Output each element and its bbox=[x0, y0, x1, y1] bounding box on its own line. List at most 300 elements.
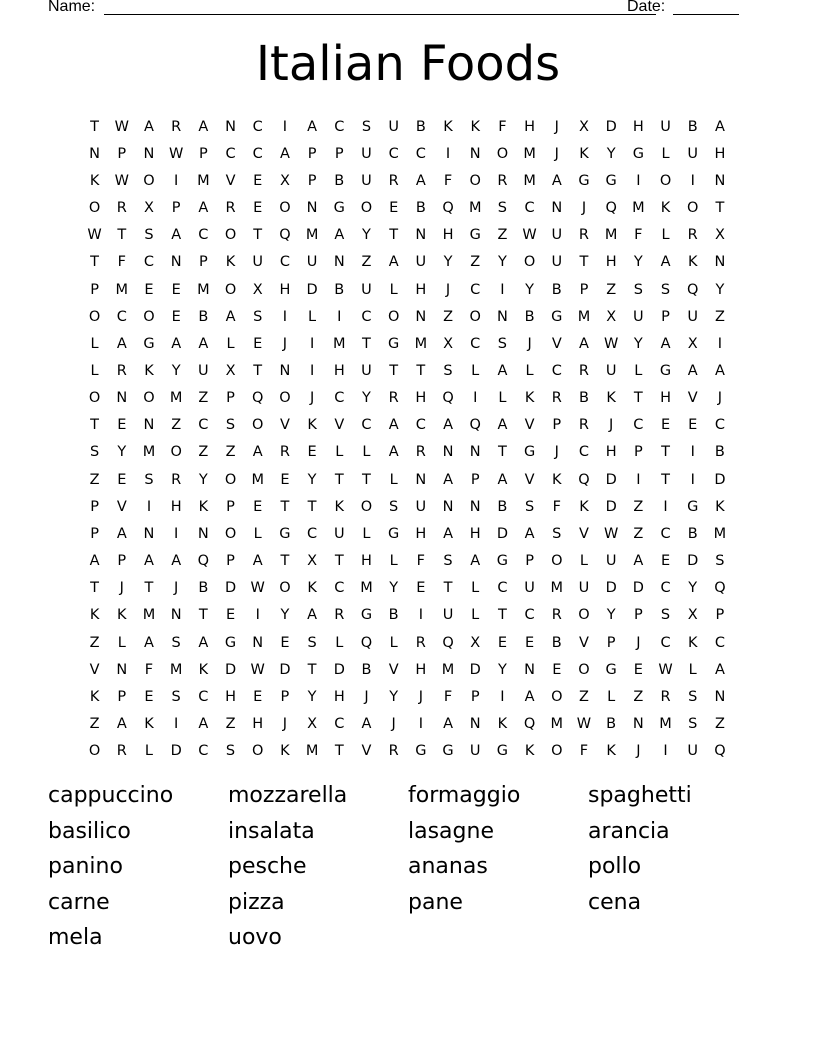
grid-letter[interactable]: G bbox=[523, 444, 536, 461]
grid-letter[interactable]: S bbox=[688, 688, 698, 705]
grid-letter[interactable]: B bbox=[714, 444, 725, 461]
grid-letter[interactable]: R bbox=[388, 390, 399, 407]
grid-letter[interactable]: X bbox=[307, 716, 318, 733]
grid-letter[interactable]: C bbox=[578, 444, 590, 461]
grid-letter[interactable]: L bbox=[90, 362, 99, 379]
grid-letter[interactable]: R bbox=[171, 471, 182, 488]
grid-letter[interactable]: S bbox=[144, 471, 154, 488]
grid-letter[interactable]: S bbox=[171, 688, 181, 705]
grid-letter[interactable]: W bbox=[250, 580, 265, 597]
grid-letter[interactable]: F bbox=[634, 227, 643, 244]
grid-letter[interactable]: X bbox=[252, 281, 263, 298]
grid-letter[interactable]: Q bbox=[279, 227, 291, 244]
grid-letter[interactable]: M bbox=[305, 227, 319, 244]
grid-letter[interactable]: G bbox=[632, 145, 644, 162]
grid-letter[interactable]: M bbox=[414, 335, 428, 352]
grid-letter[interactable]: I bbox=[663, 743, 668, 760]
grid-letter[interactable]: L bbox=[471, 362, 480, 379]
grid-letter[interactable]: N bbox=[469, 498, 481, 515]
grid-letter[interactable]: L bbox=[253, 525, 262, 542]
grid-letter[interactable]: M bbox=[360, 580, 373, 597]
grid-letter[interactable]: U bbox=[551, 254, 563, 271]
grid-letter[interactable]: R bbox=[578, 362, 589, 379]
grid-letter[interactable]: J bbox=[391, 716, 396, 733]
grid-letter[interactable]: A bbox=[116, 525, 127, 542]
grid-letter[interactable]: H bbox=[605, 254, 617, 271]
grid-letter[interactable]: S bbox=[497, 335, 508, 352]
grid-letter[interactable]: H bbox=[660, 390, 671, 407]
grid-letter[interactable]: V bbox=[361, 743, 372, 760]
grid-letter[interactable]: A bbox=[198, 634, 209, 651]
grid-letter[interactable]: P bbox=[715, 607, 725, 624]
grid-letter[interactable]: U bbox=[415, 498, 427, 515]
grid-letter[interactable]: O bbox=[143, 172, 155, 189]
grid-letter[interactable]: S bbox=[307, 634, 317, 651]
grid-letter[interactable]: Y bbox=[525, 281, 535, 298]
grid-letter[interactable]: J bbox=[636, 634, 641, 651]
grid-letter[interactable]: H bbox=[415, 525, 427, 542]
grid-letter[interactable]: M bbox=[604, 227, 618, 244]
grid-letter[interactable]: G bbox=[496, 743, 509, 760]
grid-letter[interactable]: M bbox=[142, 607, 156, 624]
grid-letter[interactable]: Z bbox=[470, 254, 481, 271]
grid-letter[interactable]: T bbox=[362, 335, 371, 352]
grid-letter[interactable]: W bbox=[168, 145, 184, 162]
grid-letter[interactable]: U bbox=[252, 254, 264, 271]
grid-letter[interactable]: F bbox=[552, 498, 561, 515]
grid-letter[interactable]: Q bbox=[714, 580, 726, 597]
grid-letter[interactable]: J bbox=[418, 688, 423, 705]
grid-letter[interactable]: A bbox=[687, 362, 698, 379]
grid-letter[interactable]: E bbox=[253, 688, 263, 705]
grid-letter[interactable]: X bbox=[225, 362, 236, 379]
grid-letter[interactable]: B bbox=[497, 498, 508, 515]
grid-letter[interactable]: I bbox=[636, 471, 641, 488]
grid-letter[interactable]: H bbox=[632, 118, 644, 135]
grid-letter[interactable]: Z bbox=[225, 716, 236, 733]
grid-letter[interactable]: E bbox=[389, 200, 399, 217]
grid-letter[interactable]: A bbox=[171, 227, 182, 244]
grid-letter[interactable]: O bbox=[224, 525, 237, 542]
grid-letter[interactable]: A bbox=[388, 254, 399, 271]
grid-letter[interactable]: L bbox=[389, 471, 398, 488]
grid-letter[interactable]: B bbox=[551, 281, 562, 298]
grid-letter[interactable]: Y bbox=[280, 607, 290, 624]
grid-letter[interactable]: P bbox=[307, 172, 317, 189]
grid-letter[interactable]: U bbox=[361, 145, 372, 162]
grid-letter[interactable]: D bbox=[687, 553, 699, 570]
grid-letter[interactable]: Y bbox=[606, 607, 616, 624]
grid-letter[interactable]: O bbox=[551, 553, 563, 570]
grid-letter[interactable]: K bbox=[687, 634, 698, 651]
grid-letter[interactable]: Z bbox=[361, 254, 372, 271]
grid-letter[interactable]: Z bbox=[198, 444, 209, 461]
grid-letter[interactable]: E bbox=[280, 471, 290, 488]
grid-letter[interactable]: L bbox=[389, 634, 398, 651]
grid-letter[interactable]: A bbox=[198, 716, 209, 733]
grid-letter[interactable]: C bbox=[143, 254, 155, 271]
grid-letter[interactable]: O bbox=[88, 390, 101, 407]
grid-letter[interactable]: Y bbox=[715, 281, 725, 298]
grid-letter[interactable]: T bbox=[389, 362, 399, 379]
grid-letter[interactable]: A bbox=[225, 308, 236, 325]
grid-letter[interactable]: I bbox=[500, 688, 505, 705]
grid-letter[interactable]: M bbox=[632, 200, 645, 217]
grid-letter[interactable]: C bbox=[714, 417, 725, 434]
grid-letter[interactable]: V bbox=[279, 417, 290, 434]
grid-letter[interactable]: D bbox=[224, 580, 237, 597]
grid-letter[interactable]: J bbox=[527, 335, 532, 352]
grid-letter[interactable]: Y bbox=[633, 254, 643, 271]
grid-letter[interactable]: N bbox=[415, 308, 427, 325]
grid-letter[interactable]: H bbox=[415, 661, 427, 678]
grid-letter[interactable]: H bbox=[333, 362, 345, 379]
grid-letter[interactable]: S bbox=[389, 498, 399, 515]
grid-letter[interactable]: N bbox=[469, 444, 481, 461]
grid-letter[interactable]: P bbox=[90, 281, 99, 298]
grid-letter[interactable]: F bbox=[579, 743, 589, 760]
grid-letter[interactable]: B bbox=[415, 118, 426, 135]
grid-letter[interactable]: Y bbox=[606, 145, 616, 162]
grid-letter[interactable]: N bbox=[143, 417, 155, 434]
grid-letter[interactable]: A bbox=[714, 661, 725, 678]
grid-letter[interactable]: U bbox=[578, 580, 590, 597]
grid-letter[interactable]: T bbox=[117, 227, 127, 244]
grid-letter[interactable]: A bbox=[144, 634, 154, 651]
grid-letter[interactable]: H bbox=[415, 390, 427, 407]
grid-letter[interactable]: P bbox=[633, 607, 643, 624]
grid-letter[interactable]: O bbox=[360, 498, 373, 515]
grid-letter[interactable]: P bbox=[198, 145, 208, 162]
grid-letter[interactable]: Z bbox=[497, 227, 508, 244]
grid-letter[interactable]: C bbox=[660, 580, 671, 597]
grid-letter[interactable]: L bbox=[634, 362, 643, 379]
grid-letter[interactable]: B bbox=[687, 525, 698, 542]
grid-letter[interactable]: N bbox=[415, 471, 427, 488]
grid-letter[interactable]: T bbox=[280, 498, 290, 515]
grid-letter[interactable]: I bbox=[174, 716, 179, 733]
grid-letter[interactable]: M bbox=[523, 145, 536, 162]
grid-letter[interactable]: P bbox=[633, 444, 643, 461]
grid-letter[interactable]: N bbox=[714, 172, 726, 189]
grid-letter[interactable]: C bbox=[497, 580, 508, 597]
grid-letter[interactable]: O bbox=[252, 743, 264, 760]
grid-letter[interactable]: L bbox=[308, 308, 317, 325]
grid-letter[interactable]: A bbox=[579, 335, 589, 352]
grid-letter[interactable]: B bbox=[524, 308, 535, 325]
grid-letter[interactable]: D bbox=[306, 281, 318, 298]
grid-letter[interactable]: Z bbox=[606, 281, 617, 298]
grid-letter[interactable]: T bbox=[416, 362, 426, 379]
grid-letter[interactable]: F bbox=[144, 661, 154, 678]
grid-letter[interactable]: O bbox=[578, 607, 590, 624]
grid-letter[interactable]: M bbox=[523, 172, 536, 189]
grid-letter[interactable]: F bbox=[117, 254, 126, 271]
grid-letter[interactable]: R bbox=[116, 743, 127, 760]
grid-letter[interactable]: A bbox=[633, 553, 644, 570]
grid-letter[interactable]: O bbox=[578, 661, 590, 678]
grid-letter[interactable]: L bbox=[579, 553, 589, 570]
grid-letter[interactable]: T bbox=[280, 553, 290, 570]
grid-letter[interactable]: A bbox=[714, 118, 725, 135]
grid-letter[interactable]: P bbox=[171, 200, 181, 217]
grid-letter[interactable]: M bbox=[169, 661, 183, 678]
grid-letter[interactable]: G bbox=[605, 661, 617, 678]
grid-letter[interactable]: F bbox=[443, 172, 453, 189]
grid-letter[interactable]: E bbox=[253, 172, 263, 189]
grid-letter[interactable]: C bbox=[660, 525, 671, 542]
grid-letter[interactable]: X bbox=[443, 335, 453, 352]
grid-letter[interactable]: U bbox=[361, 281, 372, 298]
grid-letter[interactable]: E bbox=[633, 661, 643, 678]
grid-letter[interactable]: V bbox=[388, 661, 399, 678]
grid-letter[interactable]: K bbox=[89, 172, 100, 189]
grid-letter[interactable]: T bbox=[307, 498, 317, 515]
grid-letter[interactable]: I bbox=[473, 390, 478, 407]
grid-letter[interactable]: A bbox=[443, 716, 453, 733]
grid-letter[interactable]: J bbox=[119, 580, 124, 597]
grid-letter[interactable]: D bbox=[605, 471, 617, 488]
grid-letter[interactable]: U bbox=[361, 362, 372, 379]
grid-letter[interactable]: L bbox=[144, 743, 154, 760]
grid-letter[interactable]: N bbox=[632, 716, 644, 733]
grid-letter[interactable]: N bbox=[442, 444, 454, 461]
grid-letter[interactable]: N bbox=[143, 145, 155, 162]
grid-letter[interactable]: G bbox=[687, 498, 699, 515]
grid-letter[interactable]: D bbox=[605, 580, 617, 597]
grid-letter[interactable]: I bbox=[309, 362, 315, 379]
grid-letter[interactable]: G bbox=[279, 525, 291, 542]
grid-letter[interactable]: N bbox=[170, 607, 182, 624]
grid-letter[interactable]: I bbox=[690, 471, 695, 488]
grid-letter[interactable]: B bbox=[361, 661, 372, 678]
grid-letter[interactable]: Y bbox=[307, 688, 317, 705]
grid-letter[interactable]: R bbox=[578, 227, 589, 244]
grid-letter[interactable]: E bbox=[144, 281, 154, 298]
grid-letter[interactable]: A bbox=[443, 525, 453, 542]
grid-letter[interactable]: Z bbox=[714, 308, 725, 325]
grid-letter[interactable]: O bbox=[279, 200, 291, 217]
grid-letter[interactable]: G bbox=[388, 525, 400, 542]
grid-letter[interactable]: F bbox=[443, 688, 453, 705]
grid-letter[interactable]: R bbox=[388, 172, 399, 189]
grid-letter[interactable]: T bbox=[253, 362, 263, 379]
grid-letter[interactable]: K bbox=[198, 498, 209, 515]
grid-letter[interactable]: A bbox=[388, 417, 399, 434]
grid-letter[interactable]: J bbox=[445, 281, 451, 298]
grid-letter[interactable]: I bbox=[690, 444, 695, 461]
grid-letter[interactable]: V bbox=[116, 498, 127, 515]
grid-letter[interactable]: C bbox=[524, 200, 535, 217]
grid-letter[interactable]: U bbox=[361, 172, 372, 189]
grid-letter[interactable]: V bbox=[524, 471, 535, 488]
grid-letter[interactable]: S bbox=[89, 444, 100, 461]
grid-letter[interactable]: B bbox=[334, 281, 345, 298]
grid-letter[interactable]: A bbox=[198, 200, 209, 217]
grid-letter[interactable]: J bbox=[609, 417, 614, 434]
grid-letter[interactable]: D bbox=[224, 661, 237, 678]
grid-letter[interactable]: R bbox=[551, 607, 562, 624]
grid-letter[interactable]: K bbox=[606, 390, 616, 407]
grid-letter[interactable]: P bbox=[90, 498, 99, 515]
grid-letter[interactable]: A bbox=[89, 553, 100, 570]
grid-letter[interactable]: P bbox=[226, 498, 235, 515]
grid-letter[interactable]: G bbox=[469, 227, 481, 244]
grid-letter[interactable]: E bbox=[688, 417, 698, 434]
grid-letter[interactable]: Y bbox=[389, 688, 399, 705]
grid-letter[interactable]: E bbox=[525, 634, 535, 651]
grid-letter[interactable]: N bbox=[306, 200, 318, 217]
grid-letter[interactable]: H bbox=[524, 118, 536, 135]
grid-letter[interactable]: J bbox=[554, 118, 559, 135]
grid-letter[interactable]: N bbox=[551, 200, 563, 217]
grid-letter[interactable]: G bbox=[442, 743, 454, 760]
grid-letter[interactable]: R bbox=[171, 118, 182, 135]
grid-letter[interactable]: L bbox=[661, 145, 670, 162]
grid-letter[interactable]: D bbox=[496, 525, 508, 542]
grid-letter[interactable]: P bbox=[117, 553, 127, 570]
grid-letter[interactable]: A bbox=[171, 335, 182, 352]
grid-letter[interactable]: A bbox=[307, 607, 318, 624]
grid-letter[interactable]: M bbox=[115, 281, 129, 298]
grid-letter[interactable]: C bbox=[334, 118, 345, 135]
grid-letter[interactable]: J bbox=[174, 580, 179, 597]
grid-letter[interactable]: D bbox=[605, 118, 617, 135]
grid-letter[interactable]: A bbox=[361, 716, 372, 733]
grid-letter[interactable]: R bbox=[551, 390, 562, 407]
grid-letter[interactable]: R bbox=[415, 634, 426, 651]
grid-letter[interactable]: Q bbox=[360, 634, 373, 651]
grid-letter[interactable]: T bbox=[90, 580, 100, 597]
grid-letter[interactable]: K bbox=[307, 417, 317, 434]
grid-letter[interactable]: R bbox=[687, 227, 698, 244]
grid-letter[interactable]: S bbox=[361, 118, 372, 135]
grid-letter[interactable]: V bbox=[579, 634, 589, 651]
grid-letter[interactable]: U bbox=[333, 525, 345, 542]
grid-letter[interactable]: D bbox=[333, 661, 345, 678]
grid-letter[interactable]: H bbox=[469, 525, 481, 542]
grid-letter[interactable]: C bbox=[551, 362, 562, 379]
grid-letter[interactable]: W bbox=[114, 118, 129, 135]
grid-letter[interactable]: O bbox=[469, 308, 481, 325]
grid-letter[interactable]: E bbox=[117, 471, 127, 488]
grid-letter[interactable]: S bbox=[144, 227, 154, 244]
grid-letter[interactable]: C bbox=[714, 634, 725, 651]
grid-letter[interactable]: G bbox=[578, 172, 590, 189]
grid-letter[interactable]: P bbox=[470, 688, 480, 705]
grid-letter[interactable]: Y bbox=[497, 254, 507, 271]
grid-letter[interactable]: U bbox=[415, 254, 427, 271]
grid-letter[interactable]: N bbox=[415, 227, 427, 244]
grid-letter[interactable]: H bbox=[415, 281, 427, 298]
grid-letter[interactable]: G bbox=[360, 607, 373, 624]
grid-letter[interactable]: U bbox=[198, 362, 209, 379]
grid-letter[interactable]: T bbox=[334, 471, 344, 488]
grid-letter[interactable]: S bbox=[225, 417, 236, 434]
grid-letter[interactable]: E bbox=[416, 580, 426, 597]
grid-letter[interactable]: O bbox=[659, 172, 672, 189]
grid-letter[interactable]: Q bbox=[442, 390, 454, 407]
grid-letter[interactable]: A bbox=[388, 444, 399, 461]
grid-letter[interactable]: K bbox=[470, 118, 480, 135]
grid-letter[interactable]: M bbox=[468, 200, 482, 217]
grid-letter[interactable]: D bbox=[605, 498, 617, 515]
grid-letter[interactable]: L bbox=[389, 553, 398, 570]
grid-letter[interactable]: M bbox=[577, 308, 591, 325]
grid-letter[interactable]: A bbox=[524, 688, 535, 705]
grid-letter[interactable]: K bbox=[552, 471, 562, 488]
grid-letter[interactable]: Z bbox=[89, 471, 100, 488]
grid-letter[interactable]: O bbox=[496, 145, 509, 162]
grid-letter[interactable]: G bbox=[415, 743, 427, 760]
grid-letter[interactable]: J bbox=[364, 688, 369, 705]
grid-letter[interactable]: L bbox=[471, 607, 480, 624]
grid-letter[interactable]: M bbox=[169, 390, 183, 407]
grid-letter[interactable]: U bbox=[687, 145, 699, 162]
grid-letter[interactable]: H bbox=[252, 716, 264, 733]
grid-letter[interactable]: Q bbox=[687, 281, 699, 298]
grid-letter[interactable]: C bbox=[633, 417, 644, 434]
grid-letter[interactable]: U bbox=[660, 118, 671, 135]
grid-letter[interactable]: J bbox=[717, 390, 723, 407]
grid-letter[interactable]: W bbox=[114, 172, 129, 189]
grid-letter[interactable]: Y bbox=[198, 471, 208, 488]
grid-letter[interactable]: O bbox=[687, 200, 699, 217]
grid-letter[interactable]: E bbox=[280, 634, 290, 651]
grid-letter[interactable]: I bbox=[146, 498, 152, 515]
grid-letter[interactable]: N bbox=[496, 308, 508, 325]
grid-letter[interactable]: M bbox=[333, 335, 346, 352]
grid-letter[interactable]: W bbox=[87, 227, 102, 244]
grid-letter[interactable]: B bbox=[687, 118, 698, 135]
grid-letter[interactable]: S bbox=[715, 553, 725, 570]
grid-letter[interactable]: O bbox=[170, 444, 182, 461]
grid-letter[interactable]: H bbox=[361, 553, 372, 570]
grid-letter[interactable]: E bbox=[307, 444, 317, 461]
grid-letter[interactable]: V bbox=[524, 417, 535, 434]
grid-letter[interactable]: J bbox=[581, 200, 587, 217]
grid-letter[interactable]: C bbox=[660, 634, 671, 651]
grid-letter[interactable]: I bbox=[282, 118, 288, 135]
grid-letter[interactable]: A bbox=[252, 444, 263, 461]
grid-letter[interactable]: E bbox=[660, 553, 671, 570]
grid-letter[interactable]: P bbox=[226, 553, 235, 570]
grid-letter[interactable]: O bbox=[551, 688, 563, 705]
grid-letter[interactable]: U bbox=[605, 362, 617, 379]
grid-letter[interactable]: Z bbox=[225, 444, 236, 461]
grid-letter[interactable]: M bbox=[441, 661, 455, 678]
grid-letter[interactable]: O bbox=[88, 743, 101, 760]
grid-letter[interactable]: O bbox=[224, 227, 237, 244]
word-search-grid[interactable] bbox=[81, 113, 734, 765]
grid-letter[interactable]: A bbox=[171, 553, 182, 570]
grid-letter[interactable]: A bbox=[551, 172, 562, 189]
grid-letter[interactable]: T bbox=[633, 390, 643, 407]
grid-letter[interactable]: A bbox=[524, 525, 535, 542]
grid-letter[interactable]: M bbox=[713, 525, 727, 542]
grid-letter[interactable]: S bbox=[660, 281, 671, 298]
grid-letter[interactable]: M bbox=[142, 444, 156, 461]
grid-letter[interactable]: Z bbox=[633, 688, 644, 705]
grid-letter[interactable]: S bbox=[497, 200, 508, 217]
grid-letter[interactable]: L bbox=[362, 444, 371, 461]
grid-letter[interactable]: K bbox=[524, 390, 535, 407]
grid-letter[interactable]: L bbox=[688, 661, 697, 678]
grid-letter[interactable]: C bbox=[361, 308, 372, 325]
grid-letter[interactable]: I bbox=[174, 525, 179, 542]
grid-letter[interactable]: A bbox=[116, 335, 127, 352]
grid-letter[interactable]: R bbox=[415, 444, 426, 461]
